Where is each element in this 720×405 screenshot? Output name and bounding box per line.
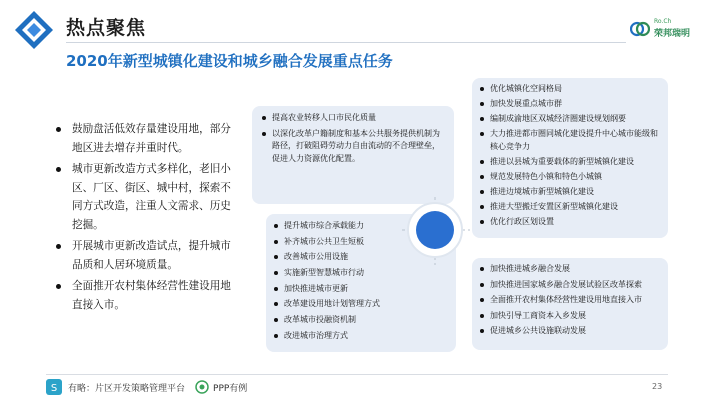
card-item: 补齐城市公共卫生短板 (272, 236, 450, 249)
card-item: 规范发展特色小镇和特色小城镇 (478, 171, 662, 184)
card-urban-rural-integration (472, 258, 668, 350)
card-item: 改善城市公用设施 (272, 251, 450, 264)
card-item: 推进大型搬迁安置区新型城镇化建设 (478, 201, 662, 214)
header-divider (66, 42, 626, 43)
left-point: 鼓励盘活低效存量建设用地，部分地区进去增存并重时代。 (56, 120, 236, 157)
card-item: 优化城镇化空间格局 (478, 83, 662, 96)
hub-circle-icon (400, 195, 470, 265)
card-item: 推进边境城市新型城镇化建设 (478, 186, 662, 199)
card-item: 改进城市治理方式 (272, 330, 450, 343)
left-point: 全面推开农村集体经营性建设用地直接入市。 (56, 277, 236, 314)
footer-platform-text: 有略：片区开发策略管理平台 (68, 383, 186, 394)
page-subtitle: 2020年新型城镇化建设和城乡融合发展重点任务 (66, 52, 393, 70)
footer-ppp-text: PPP有例 (213, 383, 248, 394)
brand-logo-name: 荣邦瑞明 (654, 29, 691, 39)
card-item: 推进以县城为重要载体的新型城镇化建设 (478, 156, 662, 169)
card-item: 实施新型智慧城市行动 (272, 267, 450, 280)
page-title: 热点聚焦 (66, 17, 147, 39)
svg-text:S: S (50, 383, 58, 394)
card-item: 加快推进国家城乡融合发展试验区改革探索 (478, 279, 662, 292)
card-item: 提高农业转移人口市民化质量 (260, 112, 446, 125)
card-citizenization (252, 106, 454, 204)
card-item: 加快引导工商资本入乡发展 (478, 310, 662, 323)
ppp-logo-icon (195, 380, 209, 394)
brand-logo (630, 17, 692, 41)
card-item: 全面推开农村集体经营性建设用地直接入市 (478, 294, 662, 307)
card-item: 促进城乡公共设施联动发展 (478, 325, 662, 338)
card-item: 以深化改革户籍制度和基本公共服务提供机制为路径，打破阻碍劳动力自由流动的不合理壁垒，促进人力资源优化配置。 (260, 128, 446, 166)
left-point: 开展城市更新改造试点，提升城市品质和人居环境质量。 (56, 237, 236, 274)
card-urbanization-layout (472, 78, 668, 238)
card-item: 改革建设用地计划管理方式 (272, 298, 450, 311)
diamond-logo-icon (14, 10, 54, 50)
card-item: 加快推进城乡融合发展 (478, 263, 662, 276)
card-item: 提升城市综合承载能力 (272, 220, 450, 233)
card-item: 大力推进都市圈同城化建设提升中心城市能级和核心竞争力 (478, 128, 662, 153)
card-item: 编制成渝地区双城经济圈建设规划纲要 (478, 113, 662, 126)
left-key-points (56, 120, 236, 317)
left-point: 城市更新改造方式多样化，老旧小区、厂区、街区、城中村，探索不同方式改造，注重人文需求、历史挖掘。 (56, 160, 236, 234)
platform-logo-icon (46, 379, 62, 395)
brand-logo-abbr: Ro.Ch (654, 18, 672, 25)
footer-divider (46, 374, 668, 375)
brand-mark-icon (630, 19, 650, 39)
page-number: 23 (652, 382, 663, 391)
card-item: 优化行政区划设置 (478, 216, 662, 229)
card-item: 加快发展重点城市群 (478, 98, 662, 111)
card-item: 加快推进城市更新 (272, 283, 450, 296)
card-item: 改革城市投融资机制 (272, 314, 450, 327)
footer (46, 378, 247, 396)
